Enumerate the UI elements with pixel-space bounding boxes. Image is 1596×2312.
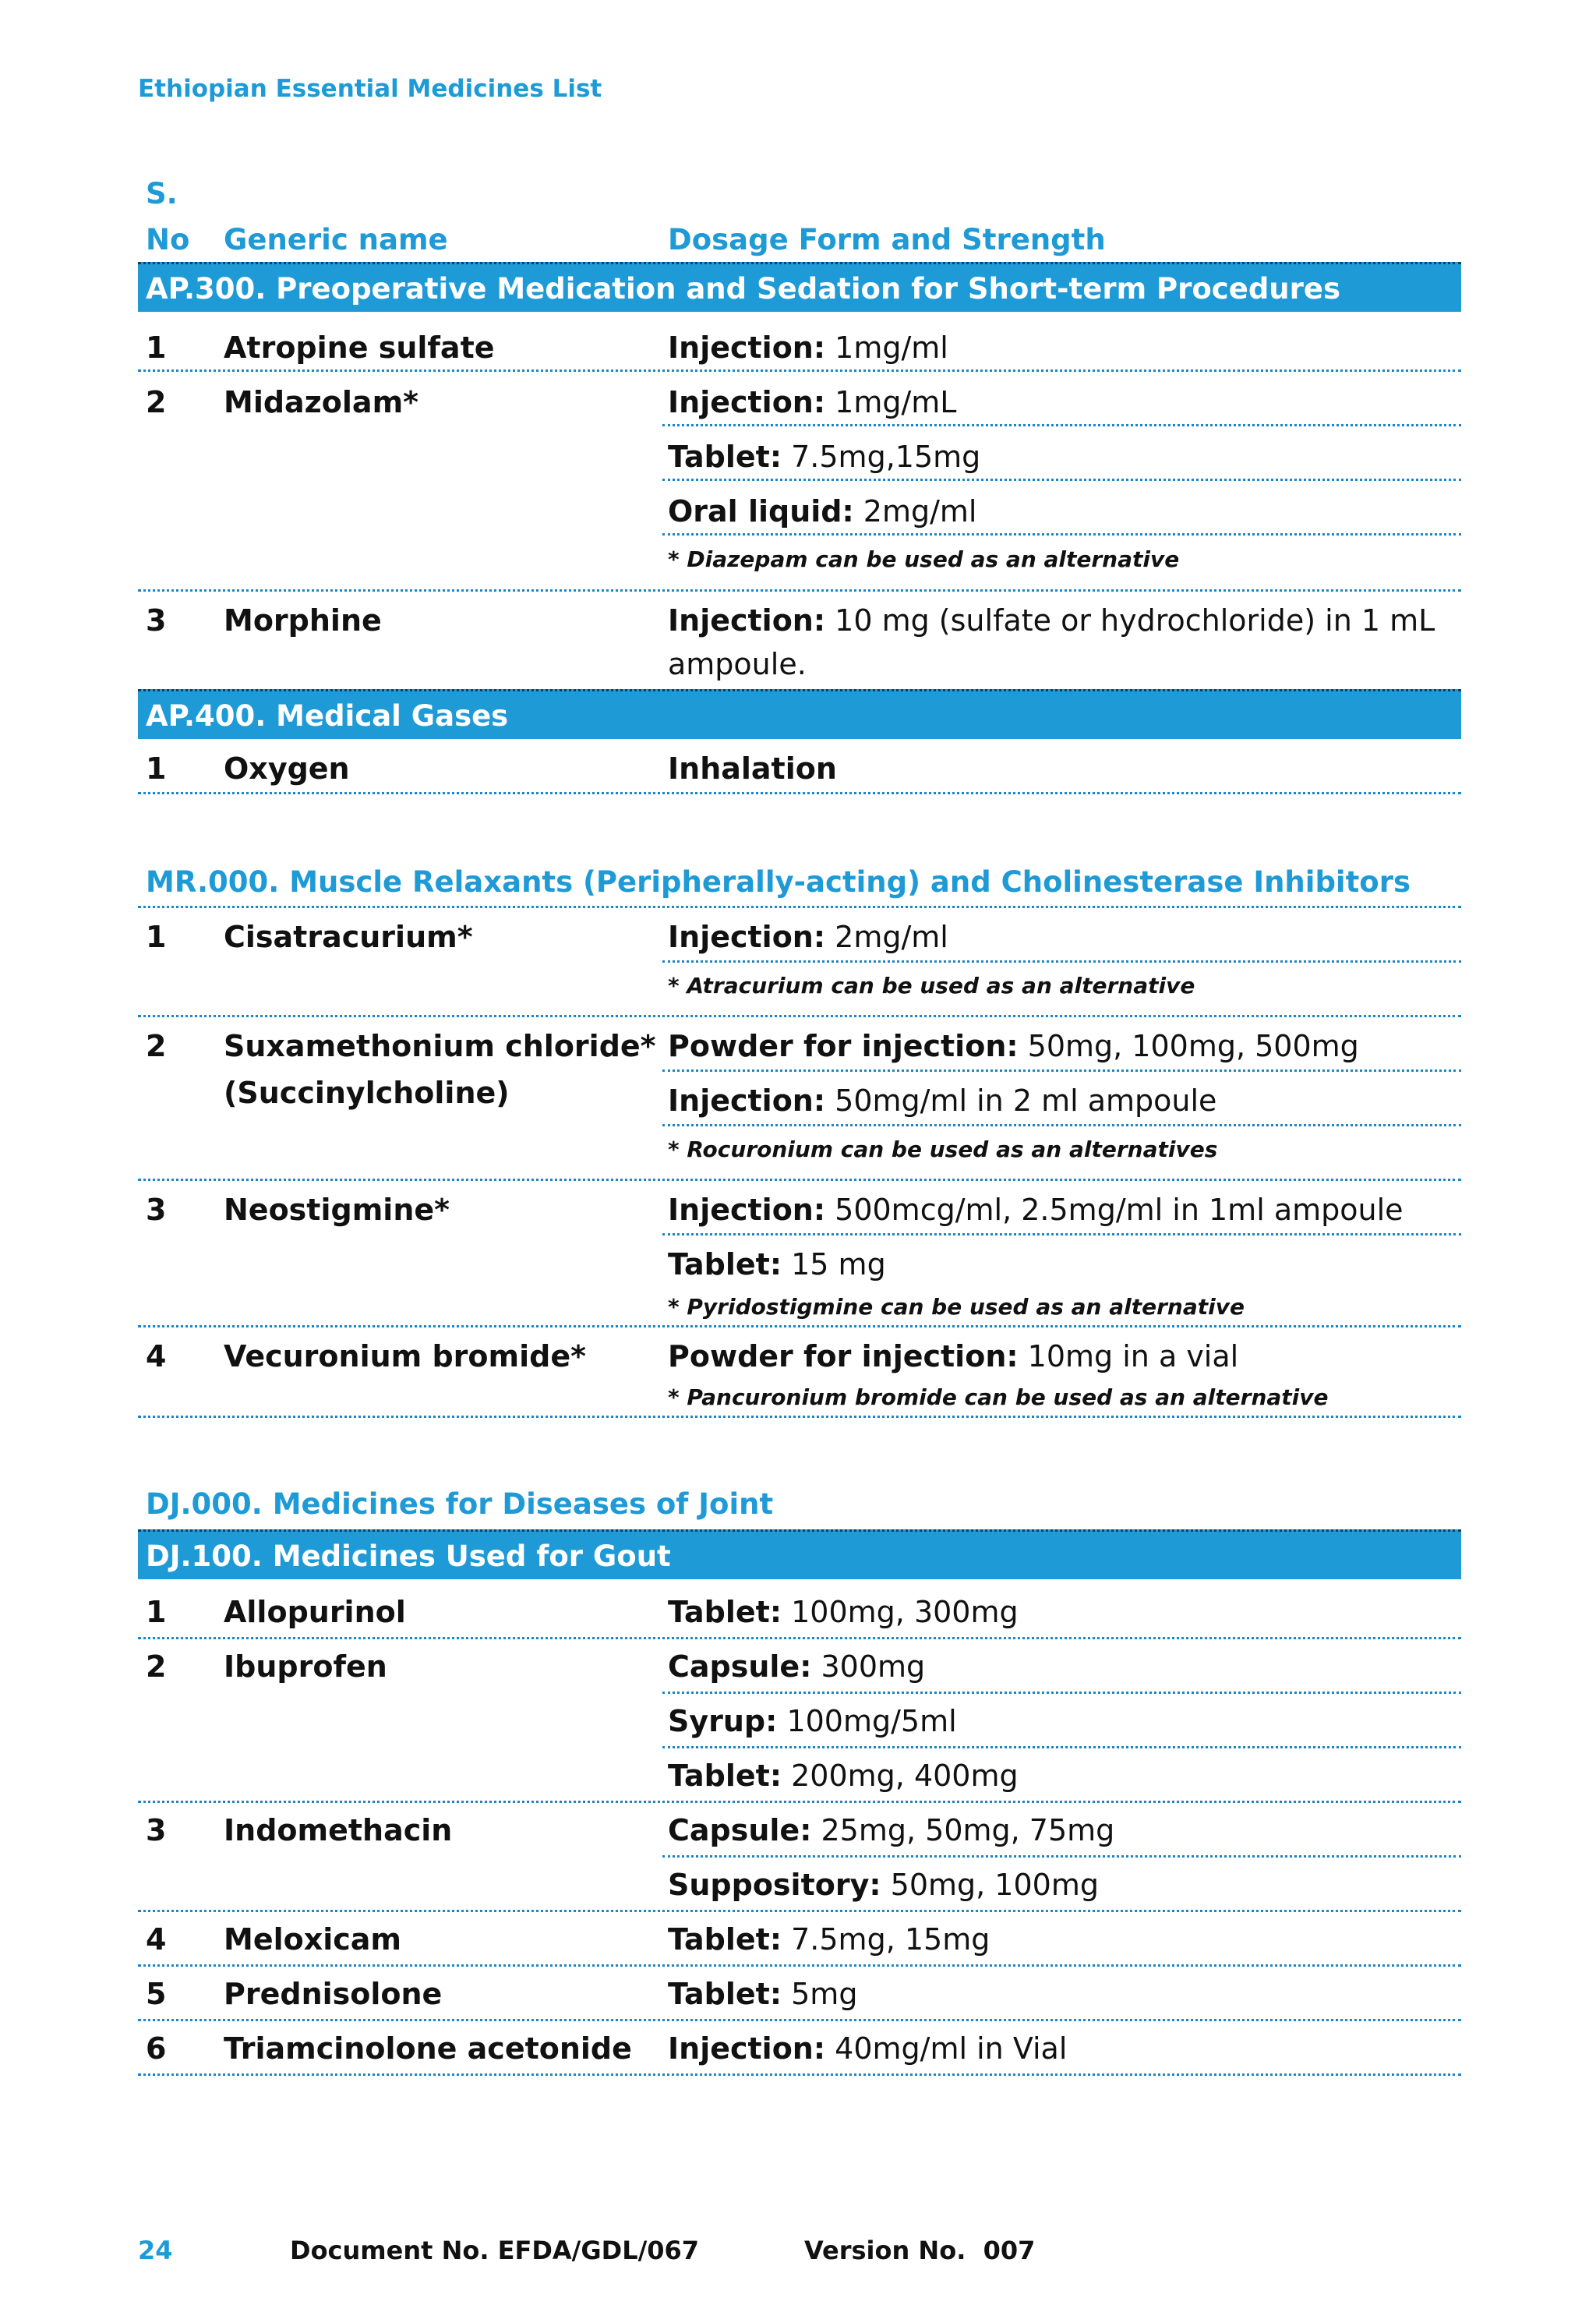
- row-number: 6: [146, 2031, 167, 2066]
- dosage-entry: [668, 1972, 857, 2016]
- section-heading-mr000: MR.000. Muscle Relaxants (Peripherally-acting) and Cholinesterase Inhibitors: [146, 865, 1411, 899]
- version-number: Version No. 007: [804, 2236, 1036, 2265]
- dosage-entry: [668, 1079, 1216, 1122]
- alternative-note: * Atracurium can be used as an alternative: [668, 973, 1195, 999]
- dosage-entry: [668, 1188, 1404, 1232]
- dosage-strength: 7.5mg,15mg: [791, 440, 981, 474]
- row-divider: [138, 1801, 1461, 1803]
- dosage-strength: 2mg/ml: [835, 920, 948, 954]
- row-number: 3: [146, 1193, 167, 1227]
- dosage-entry: [668, 380, 956, 424]
- dosage-divider: [662, 1233, 1461, 1236]
- row-number: 1: [146, 1595, 167, 1629]
- dosage-form-label: Powder for injection:: [668, 1339, 1019, 1373]
- dosage-strength: 500mcg/ml, 2.5mg/ml in 1ml ampoule: [835, 1193, 1404, 1227]
- dosage-form-label: Capsule:: [668, 1813, 812, 1847]
- dosage-form-label: Inhalation: [668, 751, 837, 786]
- dosage-divider: [662, 1124, 1461, 1126]
- alternative-note: * Rocuronium can be used as an alternatives: [668, 1137, 1218, 1162]
- dosage-form-label: Injection:: [668, 1084, 826, 1118]
- dosage-form-label: Injection:: [668, 603, 826, 638]
- dosage-strength: 10 mg (sulfate or hydrochloride) in 1 mL ampoule.: [668, 603, 1435, 681]
- row-number: 3: [146, 1813, 167, 1847]
- dosage-strength: 5mg: [791, 1977, 858, 2011]
- row-number: 2: [146, 385, 167, 419]
- dosage-entry: [668, 1918, 990, 1961]
- dosage-entry: [668, 1863, 1099, 1907]
- dosage-strength: 40mg/ml in Vial: [835, 2031, 1068, 2066]
- dosage-entry: [668, 599, 1451, 686]
- generic-name: Prednisolone: [224, 1977, 443, 2011]
- dosage-entry: [668, 747, 837, 790]
- row-number: 4: [146, 1922, 167, 1957]
- dosage-entry: [668, 435, 980, 479]
- dosage-form-label: Tablet:: [668, 440, 782, 474]
- dosage-strength: 1mg/mL: [835, 385, 957, 419]
- dosage-form-label: Injection:: [668, 2031, 826, 2066]
- dosage-form-label: Suppository:: [668, 1868, 881, 1902]
- document-number: Document No. EFDA/GDL/067: [290, 2236, 700, 2265]
- dosage-strength: 200mg, 400mg: [791, 1759, 1019, 1793]
- row-divider: [138, 792, 1461, 794]
- dosage-entry: [668, 1243, 886, 1286]
- dosage-entry: [668, 2027, 1067, 2070]
- dosage-form-label: Tablet:: [668, 1922, 782, 1957]
- dosage-entry: [668, 1808, 1114, 1852]
- section-band-ap400: AP.400. Medical Gases: [138, 689, 1461, 739]
- dosage-strength: 25mg, 50mg, 75mg: [821, 1813, 1115, 1847]
- generic-name: Triamcinolone acetonide: [224, 2031, 632, 2066]
- generic-name: Indomethacin: [224, 1813, 453, 1847]
- dosage-strength: 100mg, 300mg: [791, 1595, 1019, 1629]
- dosage-strength: 50mg, 100mg: [890, 1868, 1099, 1902]
- dosage-divider: [662, 960, 1461, 963]
- col-dosage-form: Dosage Form and Strength: [668, 223, 1106, 256]
- dosage-entry: [668, 326, 948, 369]
- dosage-entry: [668, 1590, 1019, 1634]
- dosage-strength: 7.5mg, 15mg: [791, 1922, 990, 1957]
- dosage-form-label: Syrup:: [668, 1704, 778, 1738]
- generic-name: Vecuronium bromide*: [224, 1339, 586, 1373]
- dosage-divider: [662, 479, 1461, 481]
- dosage-form-label: Injection:: [668, 1193, 826, 1227]
- dosage-form-label: Injection:: [668, 385, 826, 419]
- row-divider: [138, 2019, 1461, 2021]
- col-sno-line2: No: [146, 223, 190, 256]
- generic-name: Suxamethonium chloride*: [224, 1029, 656, 1063]
- col-generic-name: Generic name: [224, 223, 448, 256]
- dosage-entry: [668, 490, 976, 533]
- generic-name: Oxygen: [224, 751, 350, 786]
- row-divider: [138, 1015, 1461, 1017]
- alternative-note: * Diazepam can be used as an alternative: [668, 546, 1180, 572]
- dosage-entry: [668, 1754, 1019, 1798]
- dosage-strength: 50mg, 100mg, 500mg: [1027, 1029, 1359, 1063]
- dosage-form-label: Oral liquid:: [668, 494, 854, 529]
- dosage-divider: [662, 533, 1461, 536]
- row-divider: [138, 1179, 1461, 1181]
- dosage-divider: [662, 1855, 1461, 1858]
- row-number: 5: [146, 1977, 167, 2011]
- row-divider: [138, 369, 1461, 372]
- dosage-strength: 15 mg: [791, 1247, 886, 1281]
- section-band-ap300: AP.300. Preoperative Medication and Sedation for Short-term Procedures: [138, 262, 1461, 312]
- page-header-title: Ethiopian Essential Medicines List: [138, 75, 602, 103]
- generic-name: Allopurinol: [224, 1595, 406, 1629]
- generic-name: Meloxicam: [224, 1922, 402, 1957]
- dosage-form-label: Tablet:: [668, 1759, 782, 1793]
- alternative-note: * Pyridostigmine can be used as an alternative: [668, 1294, 1245, 1320]
- row-number: 2: [146, 1029, 167, 1063]
- dosage-form-label: Tablet:: [668, 1977, 782, 2011]
- dosage-entry: [668, 1645, 925, 1688]
- row-number: 3: [146, 603, 167, 638]
- dosage-strength: 1mg/ml: [835, 331, 948, 365]
- generic-name: Ibuprofen: [224, 1649, 387, 1684]
- dosage-strength: 2mg/ml: [863, 494, 977, 529]
- generic-name: Morphine: [224, 603, 382, 638]
- row-divider: [138, 1637, 1461, 1639]
- row-divider: [138, 906, 1461, 908]
- dosage-entry: [668, 915, 948, 959]
- dosage-strength: 10mg in a vial: [1027, 1339, 1239, 1373]
- row-divider: [138, 1964, 1461, 1967]
- generic-name: Atropine sulfate: [224, 331, 495, 365]
- dosage-entry: [668, 1335, 1238, 1378]
- dosage-form-label: Injection:: [668, 920, 826, 954]
- row-divider: [138, 1325, 1461, 1327]
- row-divider: [138, 1910, 1461, 1912]
- dosage-divider: [662, 424, 1461, 426]
- dosage-form-label: Tablet:: [668, 1247, 782, 1281]
- dosage-strength: 100mg/5ml: [786, 1704, 957, 1738]
- row-number: 2: [146, 1649, 167, 1684]
- dosage-form-label: Powder for injection:: [668, 1029, 1019, 1063]
- dosage-divider: [662, 1069, 1461, 1072]
- row-divider: [138, 1416, 1461, 1418]
- dosage-strength: 300mg: [821, 1649, 926, 1684]
- dosage-form-label: Capsule:: [668, 1649, 812, 1684]
- dosage-form-label: Tablet:: [668, 1595, 782, 1629]
- col-sno-line1: S.: [146, 177, 178, 210]
- alternative-note: * Pancuronium bromide can be used as an alternative: [668, 1384, 1329, 1410]
- dosage-entry: [668, 1699, 957, 1743]
- row-number: 1: [146, 751, 167, 786]
- row-number: 4: [146, 1339, 167, 1373]
- dosage-strength: 50mg/ml in 2 ml ampoule: [835, 1084, 1217, 1118]
- dosage-entry: [668, 1024, 1359, 1068]
- row-divider: [138, 2073, 1461, 2076]
- generic-name: Cisatracurium*: [224, 920, 473, 954]
- row-number: 1: [146, 331, 167, 365]
- generic-name: Midazolam*: [224, 385, 419, 419]
- generic-name: Neostigmine*: [224, 1193, 450, 1227]
- section-band-dj100: DJ.100. Medicines Used for Gout: [138, 1529, 1461, 1579]
- dosage-divider: [662, 1746, 1461, 1748]
- dosage-divider: [662, 1692, 1461, 1694]
- generic-name-alt: (Succinylcholine): [224, 1076, 510, 1110]
- section-heading-dj000: DJ.000. Medicines for Diseases of Joint: [146, 1487, 774, 1521]
- row-number: 1: [146, 920, 167, 954]
- dosage-form-label: Injection:: [668, 331, 826, 365]
- page-number: 24: [138, 2236, 173, 2265]
- row-divider: [138, 589, 1461, 592]
